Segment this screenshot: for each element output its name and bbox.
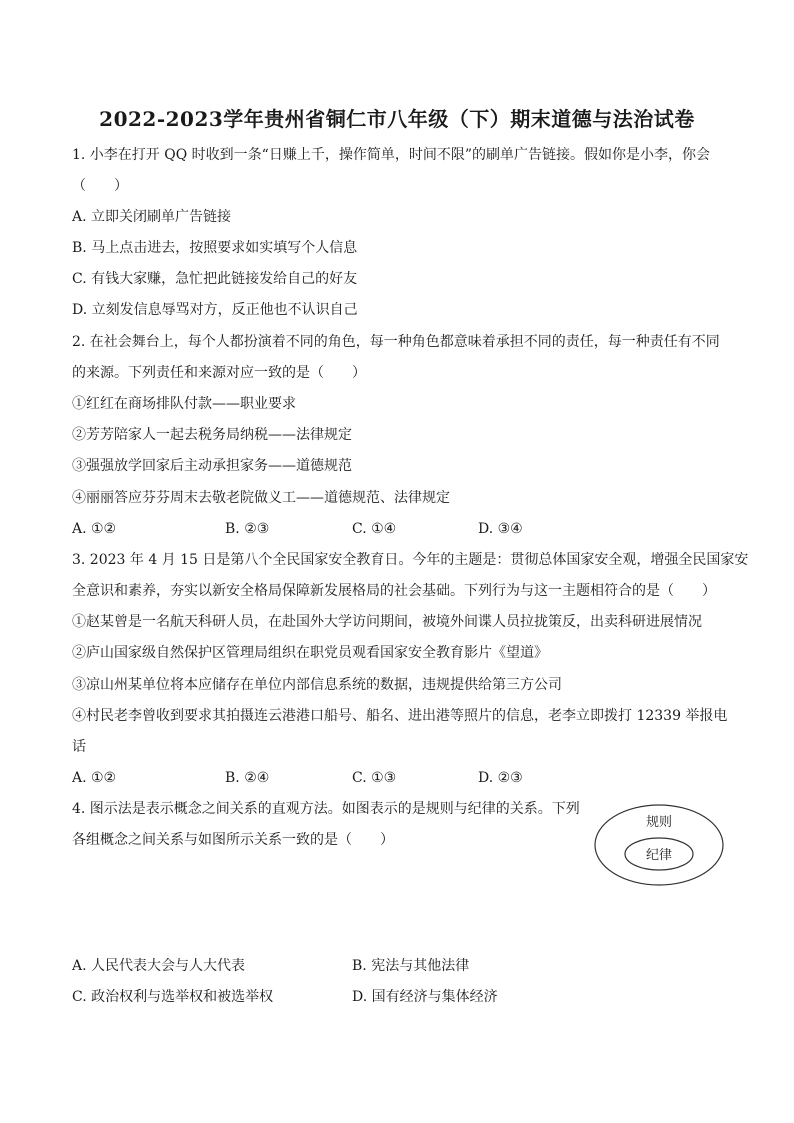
q4-option-d: D. 国有经济与集体经济 <box>352 989 498 1005</box>
q2-item-1: ①红红在商场排队付款——职业要求 <box>72 396 296 412</box>
q3-stem-line2: 全意识和素养，夯实以新安全格局保障新发展格局的社会基础。下列行为与这一主题相符合的是（ ） <box>72 583 716 599</box>
q3-item-3: ③凉山州某单位将本应储存在单位内部信息系统的数据，违规提供给第三方公司 <box>72 677 562 693</box>
q3-item-2: ②庐山国家级自然保护区管理局组织在职党员观看国家安全教育影片《望道》 <box>72 645 548 661</box>
q2-item-2: ②芳芳陪家人一起去税务局纳税——法律规定 <box>72 427 352 443</box>
q3-stem-line1: 3. 2023 年 4 月 15 日是第八个全民国家安全教育日。今年的主题是：贯彻总体国家安全观，增强全民国家安 <box>72 552 749 568</box>
q3-option-a: A. ①② <box>72 770 117 786</box>
q2-stem-line2: 的来源。下列责任和来源对应一致的是（ ） <box>72 365 366 381</box>
q3-item-4: ④村民老李曾收到要求其拍摄连云港港口船号、船名、进出港等照片的信息，老李立即拨打 12339 举报电 <box>72 708 728 724</box>
q1-stem-line1: 1. 小李在打开 QQ 时收到一条“日赚上千，操作简单，时间不限”的刷单广告链接。假如你是小李，你会 <box>72 147 710 163</box>
q3-option-c: C. ①③ <box>352 770 397 786</box>
rules-discipline-diagram <box>593 803 725 887</box>
outer-label: 规则 <box>645 815 673 830</box>
q1-option-d: D. 立刻发信息辱骂对方，反正他也不认识自己 <box>72 302 358 318</box>
q3-option-b: B. ②④ <box>225 770 270 786</box>
q2-option-c: C. ①④ <box>352 521 397 537</box>
q4-option-a: A. 人民代表大会与人大代表 <box>72 958 246 974</box>
q2-item-4: ④丽丽答应芬芬周末去敬老院做义工——道德规范、法律规定 <box>72 490 450 506</box>
page-title: 2022-2023学年贵州省铜仁市八年级（下）期末道德与法治试卷 <box>99 107 695 131</box>
q1-stem-line2: （ ） <box>72 178 128 194</box>
q3-item-1: ①赵某曾是一名航天科研人员，在赴国外大学访问期间，被境外间谍人员拉拢策反，出卖科研进展情况 <box>72 614 702 630</box>
q4-option-b: B. 宪法与其他法律 <box>352 958 470 974</box>
q4-option-c: C. 政治权利与选举权和被选举权 <box>72 989 274 1005</box>
q3-option-d: D. ②③ <box>478 770 523 786</box>
q1-option-c: C. 有钱大家赚，急忙把此链接发给自己的好友 <box>72 271 358 287</box>
q1-option-a: A. 立即关闭刷单广告链接 <box>72 209 232 225</box>
q4-stem-line1: 4. 图示法是表示概念之间关系的直观方法。如图表示的是规则与纪律的关系。下列 <box>72 801 580 817</box>
q2-item-3: ③强强放学回家后主动承担家务——道德规范 <box>72 458 352 474</box>
q2-stem-line1: 2. 在社会舞台上，每个人都扮演着不同的角色，每一种角色都意味着承担不同的责任，每一种责任有不同 <box>72 334 720 350</box>
q2-option-b: B. ②③ <box>225 521 270 537</box>
q4-stem-line2: 各组概念之间关系与如图所示关系一致的是（ ） <box>72 832 394 848</box>
q3-item-4-cont: 话 <box>72 739 86 755</box>
q2-option-d: D. ③④ <box>478 521 523 537</box>
q2-option-a: A. ①② <box>72 521 117 537</box>
q1-option-b: B. 马上点击进去，按照要求如实填写个人信息 <box>72 240 358 256</box>
inner-label: 纪律 <box>645 848 673 863</box>
